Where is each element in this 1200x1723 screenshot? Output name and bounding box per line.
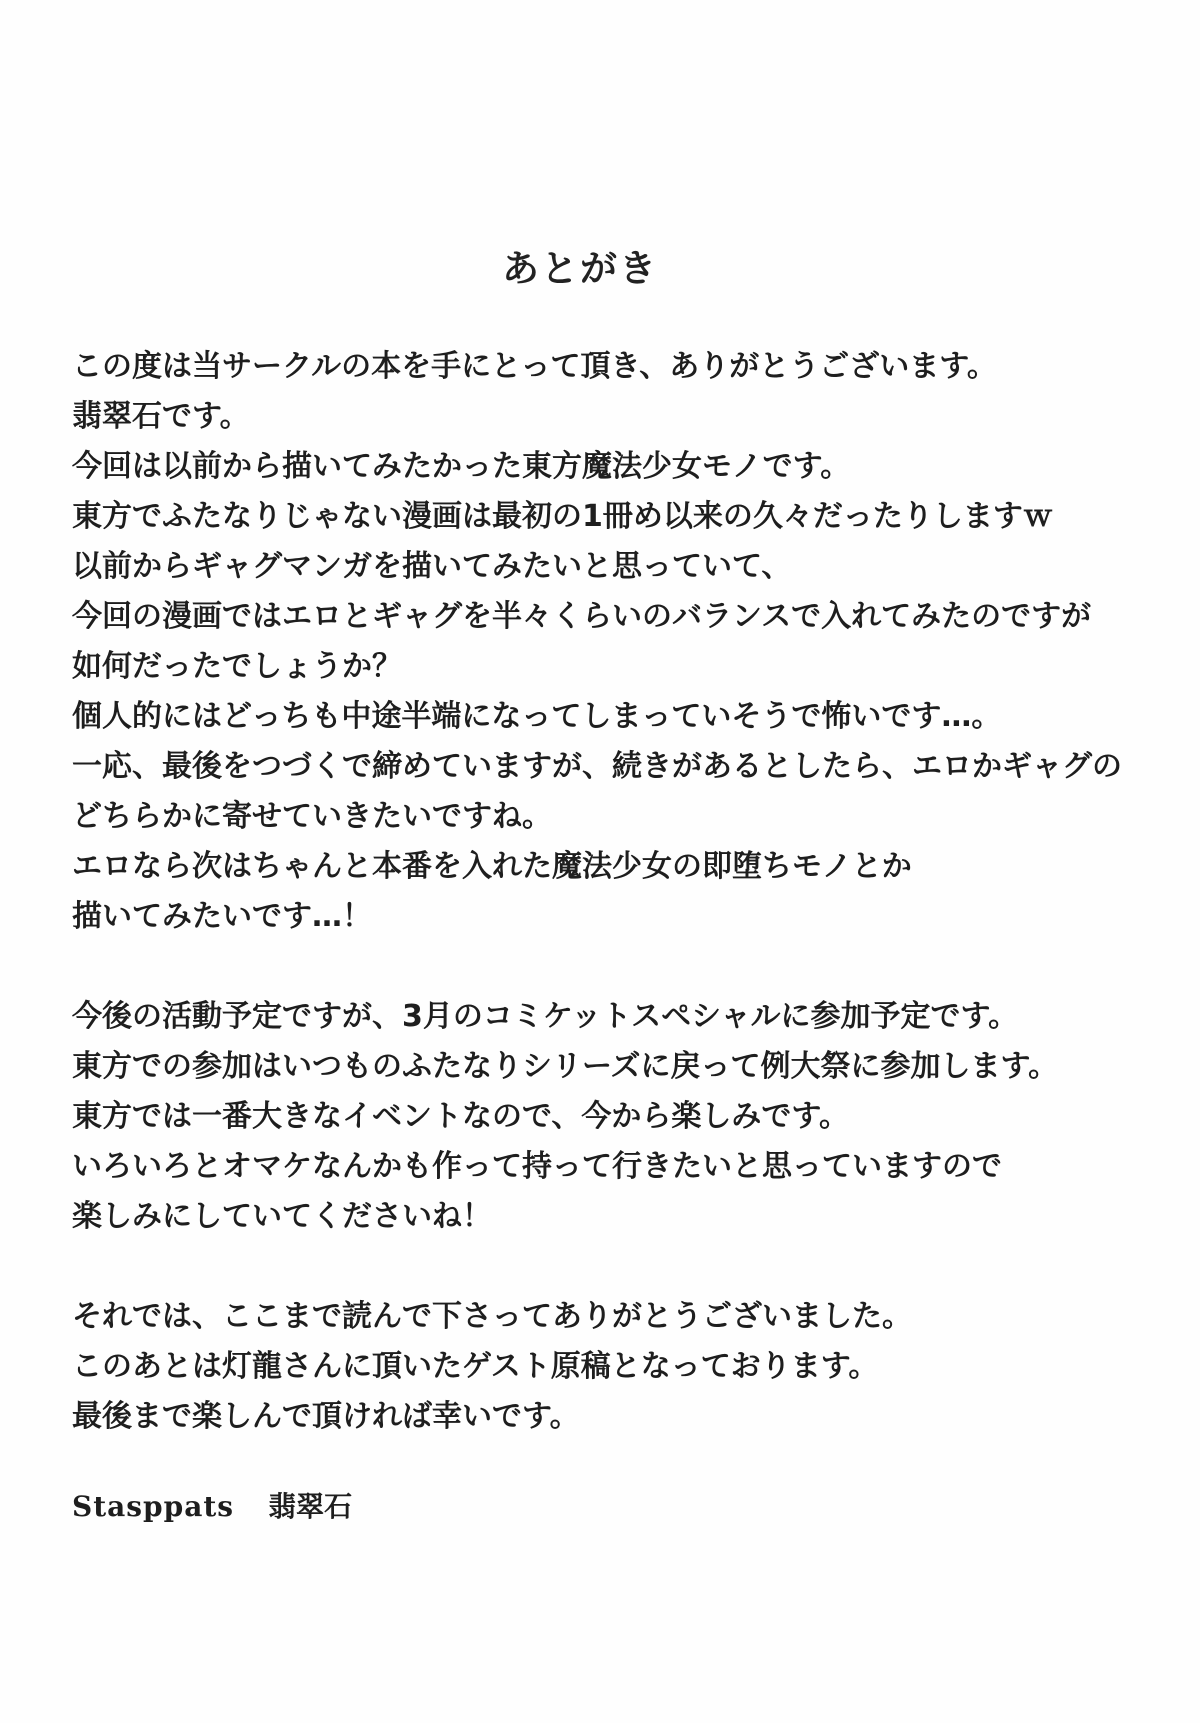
- paragraph-gap: [72, 1242, 1132, 1292]
- text-line: エロなら次はちゃんと本番を入れた魔法少女の即堕ちモノとか: [72, 849, 912, 884]
- paragraph-1: [72, 342, 1132, 942]
- page-title: あとがき: [502, 247, 658, 290]
- text-line: 東方での参加はいつものふたなりシリーズに戻って例大祭に参加します。: [72, 1049, 1059, 1084]
- text-line: 翡翠石です。: [72, 399, 250, 434]
- text-line: このあとは灯龍さんに頂いたゲスト原稿となっております。: [72, 1349, 879, 1384]
- text-line: 今回の漫画ではエロとギャグを半々くらいのバランスで入れてみたのですが: [72, 599, 1092, 634]
- signature: [72, 1485, 352, 1525]
- text-line: 東方では一番大きなイベントなので、今から楽しみです。: [72, 1099, 849, 1134]
- text-line: 楽しみにしていてくださいね！: [72, 1199, 492, 1234]
- paragraph-3: [72, 1292, 1132, 1442]
- paragraph-gap: [72, 942, 1132, 992]
- text-line: 今回は以前から描いてみたかった東方魔法少女モノです。: [72, 449, 851, 484]
- text-line: 以前からギャグマンガを描いてみたいと思っていて、: [72, 549, 792, 584]
- text-line: 個人的にはどっちも中途半端になってしまっていそうで怖いです…。: [72, 699, 1002, 734]
- text-line: 描いてみたいです…！: [72, 899, 372, 934]
- text-line: 如何だったでしょうか？: [72, 649, 402, 684]
- text-line: 一応、最後をつづくで締めていますが、続きがあるとしたら、エロかギャグの: [72, 749, 1122, 784]
- text-line: 最後まで楽しんで頂ければ幸いです。: [72, 1399, 580, 1434]
- text-line: いろいろとオマケなんかも作って持って行きたいと思っていますので: [72, 1149, 1002, 1184]
- author-name: 翡翠石: [268, 1490, 353, 1523]
- text-line: どちらかに寄せていきたいですね。: [72, 799, 552, 834]
- text-line: 東方でふたなりじゃない漫画は最初の1冊め以来の久々だったりしますｗ: [72, 499, 1053, 534]
- circle-name: Stasppats: [72, 1490, 235, 1523]
- afterword-body: [72, 342, 1132, 1442]
- text-line: この度は当サークルの本を手にとって頂き、ありがとうございます。: [72, 349, 997, 384]
- paragraph-2: [72, 992, 1132, 1242]
- text-line: 今後の活動予定ですが、3月のコミケットスペシャルに参加予定です。: [72, 999, 1019, 1034]
- text-line: それでは、ここまで読んで下さってありがとうございました。: [72, 1299, 912, 1334]
